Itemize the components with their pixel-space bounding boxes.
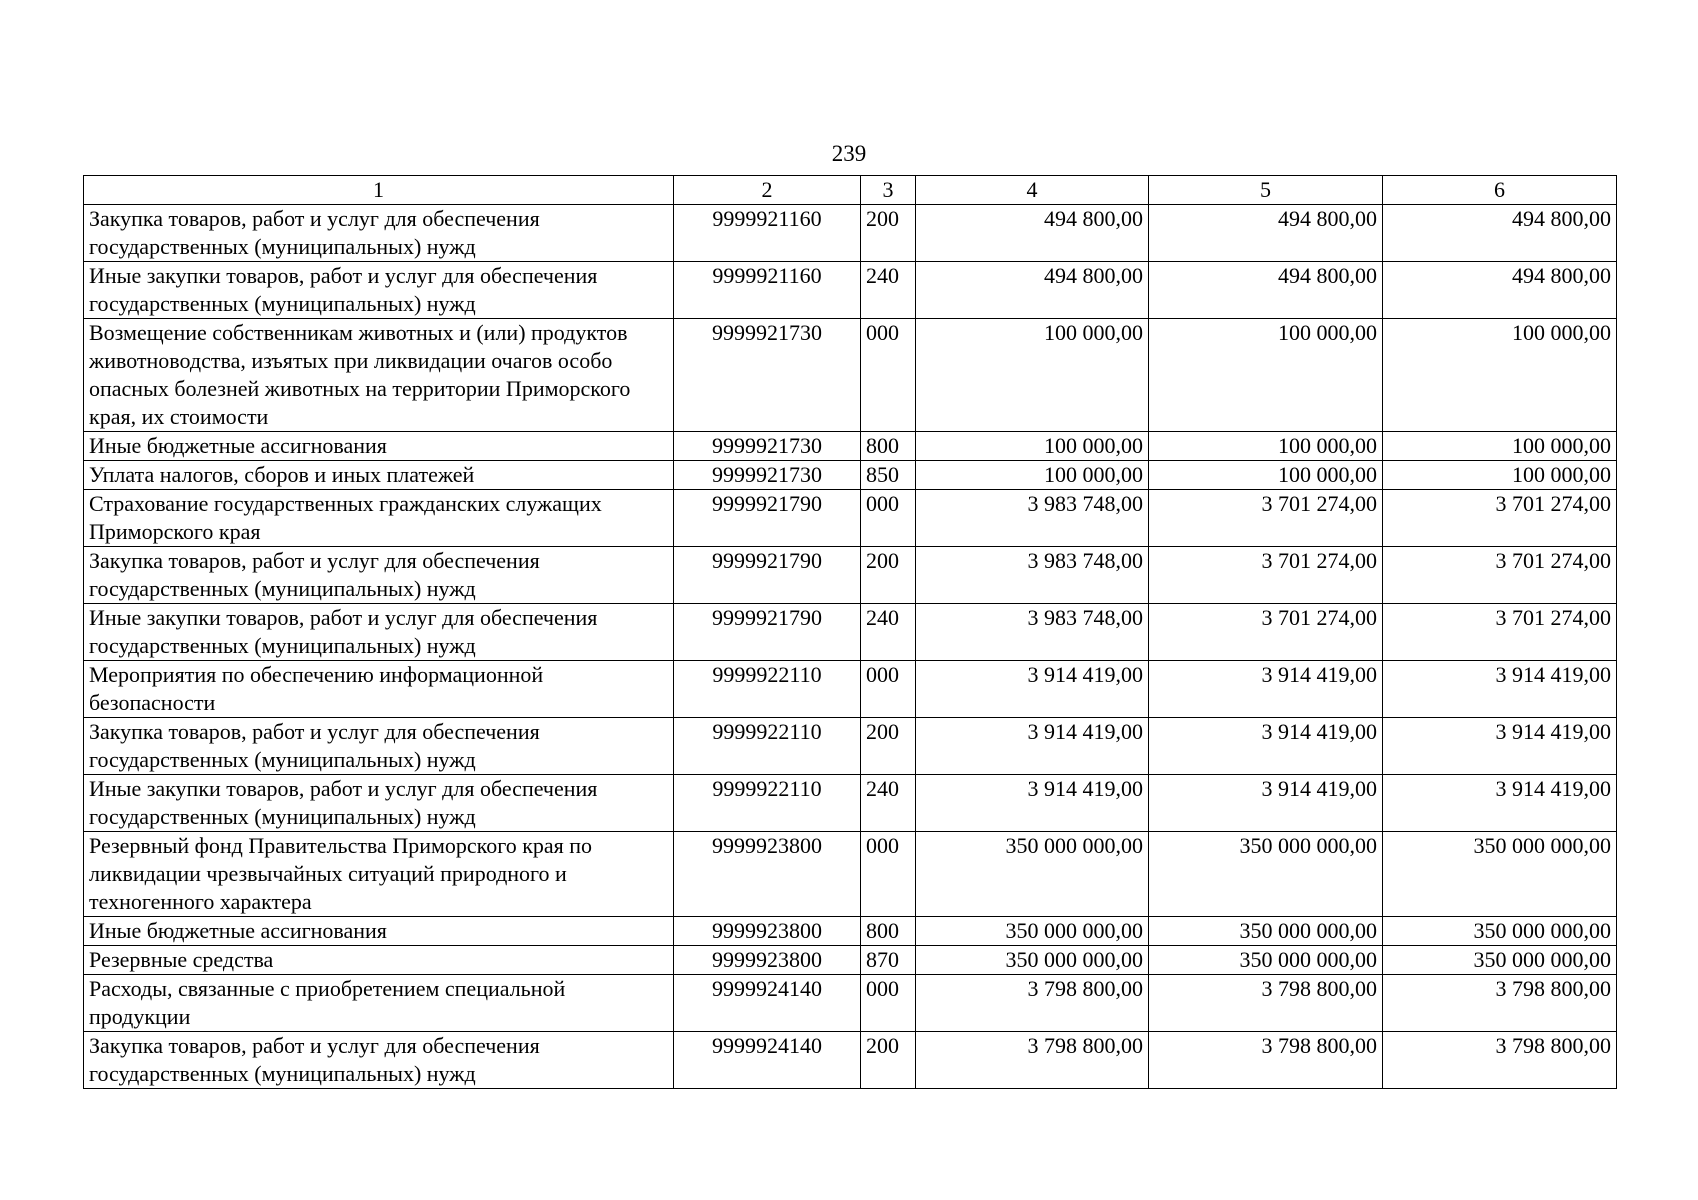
table-row	[84, 461, 1617, 490]
row-type: 870	[861, 946, 916, 975]
row-type: 000	[861, 975, 916, 1032]
table-row	[84, 975, 1617, 1032]
row-type: 240	[861, 775, 916, 832]
row-amount-6: 100 000,00	[1383, 319, 1617, 432]
row-code: 9999921790	[674, 490, 861, 547]
row-amount-4: 3 798 800,00	[916, 975, 1149, 1032]
row-amount-4: 494 800,00	[916, 262, 1149, 319]
row-amount-6: 494 800,00	[1383, 205, 1617, 262]
row-type: 000	[861, 319, 916, 432]
row-amount-5: 3 798 800,00	[1149, 1032, 1383, 1089]
row-type: 000	[861, 490, 916, 547]
table-row	[84, 1032, 1617, 1089]
row-code: 9999921160	[674, 205, 861, 262]
row-amount-5: 3 701 274,00	[1149, 547, 1383, 604]
header-col-4: 4	[916, 176, 1149, 205]
row-type: 200	[861, 205, 916, 262]
row-amount-5: 494 800,00	[1149, 262, 1383, 319]
row-amount-6: 3 701 274,00	[1383, 547, 1617, 604]
row-name: Закупка товаров, работ и услуг для обеспечения государственных (муниципальных) нужд	[84, 205, 674, 262]
row-name: Иные закупки товаров, работ и услуг для обеспечения государственных (муниципальных) нужд	[84, 262, 674, 319]
page-number: 239	[831, 141, 867, 166]
row-name: Иные бюджетные ассигнования	[84, 917, 674, 946]
row-type: 240	[861, 604, 916, 661]
row-amount-6: 494 800,00	[1383, 262, 1617, 319]
table-row	[84, 718, 1617, 775]
row-code: 9999924140	[674, 1032, 861, 1089]
row-name: Иные бюджетные ассигнования	[84, 432, 674, 461]
row-type: 800	[861, 917, 916, 946]
row-code: 9999921160	[674, 262, 861, 319]
row-amount-5: 3 701 274,00	[1149, 604, 1383, 661]
row-type: 240	[861, 262, 916, 319]
row-amount-5: 100 000,00	[1149, 319, 1383, 432]
row-name: Резервные средства	[84, 946, 674, 975]
header-col-5: 5	[1149, 176, 1383, 205]
row-amount-4: 3 914 419,00	[916, 661, 1149, 718]
row-amount-4: 494 800,00	[916, 205, 1149, 262]
row-name: Резервный фонд Правительства Приморского края по ликвидации чрезвычайных ситуаций природного и техногенного характера	[84, 832, 674, 917]
row-type: 000	[861, 832, 916, 917]
header-row	[84, 176, 1617, 205]
row-name: Расходы, связанные с приобретением специальной продукции	[84, 975, 674, 1032]
row-type: 850	[861, 461, 916, 490]
row-type: 200	[861, 1032, 916, 1089]
table-row	[84, 946, 1617, 975]
row-amount-5: 3 914 419,00	[1149, 775, 1383, 832]
table-row	[84, 917, 1617, 946]
row-name: Закупка товаров, работ и услуг для обеспечения государственных (муниципальных) нужд	[84, 547, 674, 604]
row-amount-6: 3 914 419,00	[1383, 661, 1617, 718]
header-col-6: 6	[1383, 176, 1617, 205]
row-code: 9999922110	[674, 775, 861, 832]
row-amount-6: 350 000 000,00	[1383, 946, 1617, 975]
table-body	[84, 205, 1617, 1089]
row-name: Страхование государственных гражданских служащих Приморского края	[84, 490, 674, 547]
row-name: Закупка товаров, работ и услуг для обеспечения государственных (муниципальных) нужд	[84, 718, 674, 775]
row-type: 200	[861, 547, 916, 604]
row-amount-6: 3 701 274,00	[1383, 604, 1617, 661]
row-amount-6: 3 914 419,00	[1383, 718, 1617, 775]
table-row	[84, 661, 1617, 718]
row-code: 9999921790	[674, 604, 861, 661]
header-col-2: 2	[674, 176, 861, 205]
row-amount-4: 3 983 748,00	[916, 490, 1149, 547]
row-amount-4: 100 000,00	[916, 461, 1149, 490]
row-amount-4: 100 000,00	[916, 432, 1149, 461]
row-amount-6: 3 798 800,00	[1383, 975, 1617, 1032]
row-amount-6: 3 798 800,00	[1383, 1032, 1617, 1089]
row-amount-6: 350 000 000,00	[1383, 917, 1617, 946]
row-amount-5: 494 800,00	[1149, 205, 1383, 262]
row-amount-6: 3 914 419,00	[1383, 775, 1617, 832]
table-row	[84, 432, 1617, 461]
row-type: 000	[861, 661, 916, 718]
table-row	[84, 262, 1617, 319]
row-amount-4: 350 000 000,00	[916, 832, 1149, 917]
budget-table	[83, 175, 1617, 1089]
row-name: Иные закупки товаров, работ и услуг для обеспечения государственных (муниципальных) нужд	[84, 604, 674, 661]
table-row	[84, 205, 1617, 262]
row-amount-5: 350 000 000,00	[1149, 946, 1383, 975]
row-code: 9999924140	[674, 975, 861, 1032]
header-col-1: 1	[84, 176, 674, 205]
row-code: 9999923800	[674, 917, 861, 946]
table-row	[84, 547, 1617, 604]
table-row	[84, 490, 1617, 547]
row-code: 9999921730	[674, 319, 861, 432]
table-row	[84, 775, 1617, 832]
row-code: 9999923800	[674, 832, 861, 917]
row-type: 800	[861, 432, 916, 461]
row-name: Уплата налогов, сборов и иных платежей	[84, 461, 674, 490]
row-amount-5: 100 000,00	[1149, 461, 1383, 490]
row-amount-4: 100 000,00	[916, 319, 1149, 432]
row-amount-5: 3 914 419,00	[1149, 661, 1383, 718]
row-code: 9999921730	[674, 432, 861, 461]
row-code: 9999921730	[674, 461, 861, 490]
row-amount-4: 3 983 748,00	[916, 604, 1149, 661]
row-amount-4: 3 914 419,00	[916, 718, 1149, 775]
row-amount-6: 100 000,00	[1383, 461, 1617, 490]
row-amount-6: 100 000,00	[1383, 432, 1617, 461]
table-row	[84, 604, 1617, 661]
row-name: Закупка товаров, работ и услуг для обеспечения государственных (муниципальных) нужд	[84, 1032, 674, 1089]
row-amount-4: 350 000 000,00	[916, 917, 1149, 946]
row-amount-4: 3 914 419,00	[916, 775, 1149, 832]
row-name: Возмещение собственникам животных и (или) продуктов животноводства, изъятых при ликвидации очагов особо опасных болезней животных на территории Приморского края, их стоимости	[84, 319, 674, 432]
row-amount-4: 350 000 000,00	[916, 946, 1149, 975]
row-type: 200	[861, 718, 916, 775]
table-row	[84, 319, 1617, 432]
row-amount-5: 3 914 419,00	[1149, 718, 1383, 775]
row-code: 9999922110	[674, 718, 861, 775]
row-name: Иные закупки товаров, работ и услуг для обеспечения государственных (муниципальных) нужд	[84, 775, 674, 832]
header-col-3: 3	[861, 176, 916, 205]
row-code: 9999923800	[674, 946, 861, 975]
row-amount-5: 350 000 000,00	[1149, 832, 1383, 917]
row-amount-5: 3 798 800,00	[1149, 975, 1383, 1032]
table-row	[84, 832, 1617, 917]
row-code: 9999922110	[674, 661, 861, 718]
row-amount-4: 3 983 748,00	[916, 547, 1149, 604]
row-amount-5: 350 000 000,00	[1149, 917, 1383, 946]
row-code: 9999921790	[674, 547, 861, 604]
row-name: Мероприятия по обеспечению информационной безопасности	[84, 661, 674, 718]
row-amount-5: 100 000,00	[1149, 432, 1383, 461]
row-amount-5: 3 701 274,00	[1149, 490, 1383, 547]
row-amount-6: 3 701 274,00	[1383, 490, 1617, 547]
row-amount-4: 3 798 800,00	[916, 1032, 1149, 1089]
row-amount-6: 350 000 000,00	[1383, 832, 1617, 917]
